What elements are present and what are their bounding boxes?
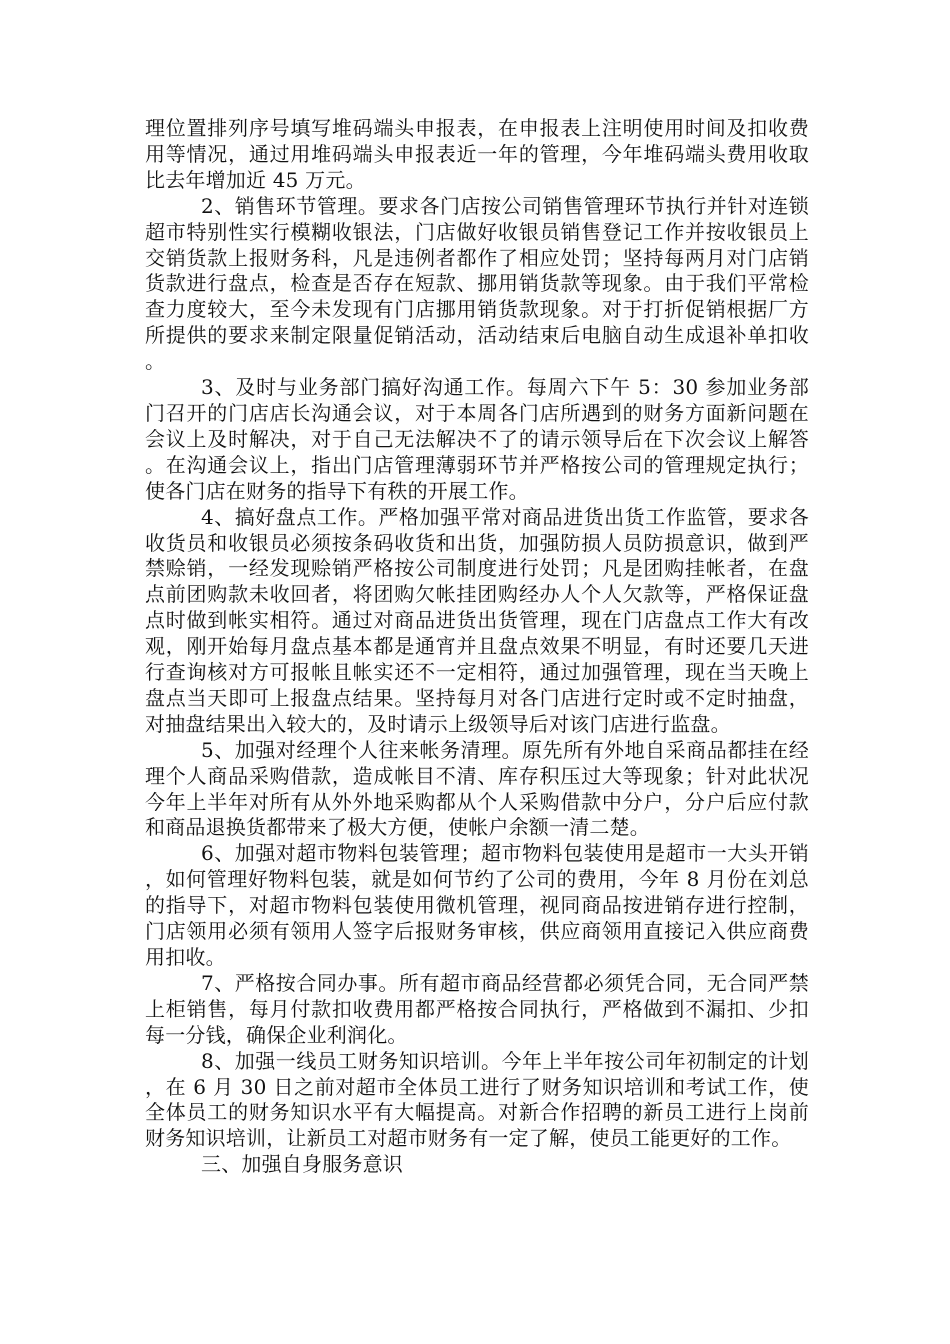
paragraph-communication: 3、及时与业务部门搞好沟通工作。每周六下午 5：30 参加业务部门召开的门店店长沟通会议，对于本周各门店所遇到的财务方面新问题在会议上及时解决，对于自己无法解决不了的请示领导后在下次会议上解答。在沟通会议上，指出门店管理薄弱环节并严格按公司的管理规定执行；使各门店在财务的指导下有秩的开展工作。 [145, 375, 809, 503]
paragraph-packaging-management: 6、加强对超市物料包装管理；超市物料包装使用是超市一大头开销，如何管理好物料包装，就是如何节约了公司的费用，今年 8 月份在刘总的指导下，对超市物料包装使用微机管理，视同商品按进销存进行控制，门店领用必须有领用人签字后报财务审核，供应商领用直接记入供应商费用扣收。 [145, 841, 809, 969]
section-heading-service-awareness: 三、加强自身服务意识 [201, 1152, 403, 1177]
paragraph-manager-accounts: 5、加强对经理个人往来帐务清理。原先所有外地自采商品都挂在经理个人商品采购借款，造成帐目不清、库存积压过大等现象；针对此状况今年上半年对所有从外外地采购都从个人采购借款中分户，分户后应付款和商品退换货都带来了极大方便，使帐户余额一清二楚。 [145, 737, 809, 840]
paragraph-contracts: 7、严格按合同办事。所有超市商品经营都必须凭合同，无合同严禁上柜销售，每月付款扣收费用都严格按合同执行，严格做到不漏扣、少扣每一分钱，确保企业利润化。 [145, 970, 809, 1047]
paragraph-continuation: 理位置排列序号填写堆码端头申报表，在申报表上注明使用时间及扣收费用等情况，通过用堆码端头申报表近一年的管理，今年堆码端头费用收取比去年增加近 45 万元。 [145, 116, 809, 192]
paragraph-training: 8、加强一线员工财务知识培训。今年上半年按公司年初制定的计划，在 6 月 30 日之前对超市全体员工进行了财务知识培训和考试工作，使全体员工的财务知识水平有大幅提高。对新合作招聘的新员工进行上岗前财务知识培训，让新员工对超市财务有一定了解，使员工能更好的工作。 [145, 1048, 809, 1151]
paragraph-inventory-check: 4、搞好盘点工作。严格加强平常对商品进货出货工作监管，要求各收货员和收银员必须按条码收货和出货，加强防损人员防损意识，做到严禁赊销，一经发现赊销严格按公司制度进行处罚；凡是团购挂帐者，在盘点前团购款未收回者，将团购欠帐挂团购经办人个人欠款等，严格保证盘点时做到帐实相符。通过对商品进货出货管理，现在门店盘点工作大有改观，刚开始每月盘点基本都是通宵并且盘点效果不明显，有时还要几天进行查询核对方可报帐且帐实还不一定相符，通过加强管理，现在当天晚上盘点当天即可上报盘点结果。坚持每月对各门店进行定时或不定时抽盘，对抽盘结果出入较大的，及时请示上级领导后对该门店进行监盘。 [145, 504, 809, 736]
document-body [145, 116, 809, 1178]
paragraph-sales-management: 2、销售环节管理。要求各门店按公司销售管理环节执行并针对连锁超市特别性实行模糊收银法，门店做好收银员销售登记工作并按收银员上交销货款上报财务科，凡是违例者都作了相应处罚；坚持每两月对门店销货款进行盘点，检查是否存在短款、挪用销货款等现象。由于我们平常检查力度较大，至今未发现有门店挪用销货款现象。对于打折促销根据厂方所提供的要求来制定限量促销活动，活动结束后电脑自动生成退补单扣收。 [145, 193, 809, 374]
